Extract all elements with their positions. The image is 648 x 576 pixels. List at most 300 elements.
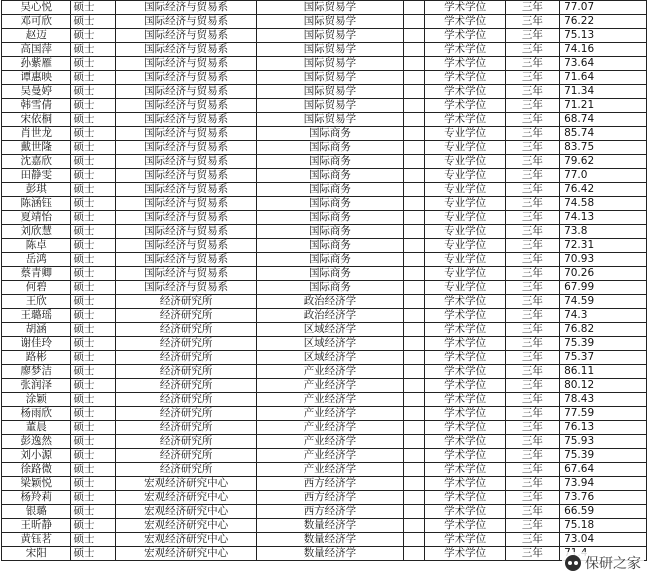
table-row <box>2 505 647 519</box>
table-row <box>2 365 647 379</box>
degree-cell: 硕士 <box>71 267 116 281</box>
student-name: 何碧 <box>2 281 71 295</box>
score-cell: 71.21 <box>560 99 647 113</box>
duration-cell: 三年 <box>505 15 559 29</box>
score-cell: 73.04 <box>560 533 647 547</box>
degree-type-cell: 专业学位 <box>425 211 505 225</box>
score-cell: 83.75 <box>560 141 647 155</box>
score-cell: 66.59 <box>560 505 647 519</box>
degree-type-cell: 学术学位 <box>425 113 505 127</box>
table-row <box>2 449 647 463</box>
degree-cell: 硕士 <box>71 449 116 463</box>
empty-cell <box>403 239 425 253</box>
degree-cell: 硕士 <box>71 85 116 99</box>
duration-cell: 三年 <box>505 169 559 183</box>
duration-cell: 三年 <box>505 197 559 211</box>
degree-cell: 硕士 <box>71 253 116 267</box>
score-cell: 73.8 <box>560 225 647 239</box>
degree-type-cell: 学术学位 <box>425 477 505 491</box>
student-name: 高国萍 <box>2 43 71 57</box>
duration-cell: 三年 <box>505 365 559 379</box>
degree-cell: 硕士 <box>71 295 116 309</box>
duration-cell: 三年 <box>505 491 559 505</box>
duration-cell: 三年 <box>505 85 559 99</box>
degree-cell: 硕士 <box>71 379 116 393</box>
table-row <box>2 295 647 309</box>
duration-cell: 三年 <box>505 519 559 533</box>
department-cell: 经济研究所 <box>116 295 257 309</box>
degree-type-cell: 学术学位 <box>425 435 505 449</box>
duration-cell: 三年 <box>505 141 559 155</box>
degree-cell: 硕士 <box>71 351 116 365</box>
table-row <box>2 239 647 253</box>
table-row <box>2 43 647 57</box>
watermark <box>562 552 644 574</box>
degree-cell: 硕士 <box>71 365 116 379</box>
major-cell: 政治经济学 <box>257 295 404 309</box>
department-cell: 宏观经济研究中心 <box>116 505 257 519</box>
degree-type-cell: 专业学位 <box>425 127 505 141</box>
empty-cell <box>403 85 425 99</box>
major-cell: 国际商务 <box>257 197 404 211</box>
major-cell: 国际贸易学 <box>257 15 404 29</box>
duration-cell: 三年 <box>505 57 559 71</box>
degree-type-cell: 专业学位 <box>425 281 505 295</box>
major-cell: 产业经济学 <box>257 379 404 393</box>
table-body <box>2 1 647 561</box>
student-name: 赵迈 <box>2 29 71 43</box>
empty-cell <box>403 309 425 323</box>
score-cell: 85.74 <box>560 127 647 141</box>
table-row <box>2 155 647 169</box>
table-row <box>2 253 647 267</box>
student-name: 吴心悦 <box>2 1 71 15</box>
empty-cell <box>403 421 425 435</box>
duration-cell: 三年 <box>505 267 559 281</box>
department-cell: 宏观经济研究中心 <box>116 547 257 561</box>
degree-cell: 硕士 <box>71 71 116 85</box>
score-cell: 71.34 <box>560 85 647 99</box>
student-name: 刘欣慧 <box>2 225 71 239</box>
degree-type-cell: 学术学位 <box>425 15 505 29</box>
admission-table <box>1 0 647 561</box>
degree-type-cell: 学术学位 <box>425 309 505 323</box>
degree-cell: 硕士 <box>71 519 116 533</box>
department-cell: 国际经济与贸易系 <box>116 15 257 29</box>
degree-cell: 硕士 <box>71 323 116 337</box>
major-cell: 产业经济学 <box>257 421 404 435</box>
department-cell: 国际经济与贸易系 <box>116 239 257 253</box>
empty-cell <box>403 99 425 113</box>
duration-cell: 三年 <box>505 127 559 141</box>
duration-cell: 三年 <box>505 309 559 323</box>
degree-type-cell: 学术学位 <box>425 57 505 71</box>
score-cell: 74.3 <box>560 309 647 323</box>
department-cell: 经济研究所 <box>116 393 257 407</box>
major-cell: 产业经济学 <box>257 463 404 477</box>
major-cell: 国际贸易学 <box>257 113 404 127</box>
department-cell: 宏观经济研究中心 <box>116 491 257 505</box>
degree-cell: 硕士 <box>71 113 116 127</box>
department-cell: 经济研究所 <box>116 449 257 463</box>
empty-cell <box>403 71 425 85</box>
student-name: 陈涵钰 <box>2 197 71 211</box>
degree-cell: 硕士 <box>71 29 116 43</box>
major-cell: 国际商务 <box>257 141 404 155</box>
empty-cell <box>403 449 425 463</box>
table-row <box>2 71 647 85</box>
department-cell: 经济研究所 <box>116 351 257 365</box>
empty-cell <box>403 211 425 225</box>
table-row <box>2 281 647 295</box>
student-name: 陈卓 <box>2 239 71 253</box>
degree-type-cell: 学术学位 <box>425 85 505 99</box>
score-cell: 77.0 <box>560 169 647 183</box>
major-cell: 国际贸易学 <box>257 99 404 113</box>
department-cell: 国际经济与贸易系 <box>116 127 257 141</box>
degree-cell: 硕士 <box>71 197 116 211</box>
student-name: 彭逸然 <box>2 435 71 449</box>
empty-cell <box>403 169 425 183</box>
student-name: 吴曼婷 <box>2 85 71 99</box>
empty-cell <box>403 1 425 15</box>
empty-cell <box>403 197 425 211</box>
duration-cell: 三年 <box>505 505 559 519</box>
student-name: 谭惠映 <box>2 71 71 85</box>
degree-cell: 硕士 <box>71 393 116 407</box>
degree-type-cell: 学术学位 <box>425 407 505 421</box>
student-name: 路彬 <box>2 351 71 365</box>
empty-cell <box>403 253 425 267</box>
degree-cell: 硕士 <box>71 463 116 477</box>
student-name: 银璐 <box>2 505 71 519</box>
empty-cell <box>403 435 425 449</box>
major-cell: 政治经济学 <box>257 309 404 323</box>
score-cell: 74.59 <box>560 295 647 309</box>
major-cell: 国际贸易学 <box>257 85 404 99</box>
degree-cell: 硕士 <box>71 211 116 225</box>
empty-cell <box>403 295 425 309</box>
score-cell: 76.22 <box>560 15 647 29</box>
score-cell: 75.13 <box>560 29 647 43</box>
department-cell: 国际经济与贸易系 <box>116 197 257 211</box>
duration-cell: 三年 <box>505 407 559 421</box>
score-cell: 78.43 <box>560 393 647 407</box>
table-row <box>2 141 647 155</box>
watermark-text: 保研之家 <box>585 556 641 572</box>
degree-type-cell: 专业学位 <box>425 197 505 211</box>
score-cell: 76.13 <box>560 421 647 435</box>
department-cell: 国际经济与贸易系 <box>116 43 257 57</box>
duration-cell: 三年 <box>505 533 559 547</box>
score-cell: 72.31 <box>560 239 647 253</box>
degree-type-cell: 学术学位 <box>425 421 505 435</box>
major-cell: 产业经济学 <box>257 435 404 449</box>
degree-type-cell: 学术学位 <box>425 533 505 547</box>
major-cell: 产业经济学 <box>257 407 404 421</box>
table-row <box>2 197 647 211</box>
major-cell: 数量经济学 <box>257 533 404 547</box>
major-cell: 国际商务 <box>257 155 404 169</box>
empty-cell <box>403 29 425 43</box>
student-name: 戴世隆 <box>2 141 71 155</box>
department-cell: 宏观经济研究中心 <box>116 519 257 533</box>
duration-cell: 三年 <box>505 29 559 43</box>
table-row <box>2 393 647 407</box>
student-name: 宋依桐 <box>2 113 71 127</box>
table-row <box>2 547 647 561</box>
degree-cell: 硕士 <box>71 547 116 561</box>
table-row <box>2 127 647 141</box>
degree-cell: 硕士 <box>71 15 116 29</box>
empty-cell <box>403 491 425 505</box>
duration-cell: 三年 <box>505 421 559 435</box>
student-name: 张润泽 <box>2 379 71 393</box>
student-name: 沈嘉欣 <box>2 155 71 169</box>
score-cell: 75.37 <box>560 351 647 365</box>
score-cell: 71.64 <box>560 71 647 85</box>
degree-type-cell: 学术学位 <box>425 519 505 533</box>
major-cell: 产业经济学 <box>257 393 404 407</box>
student-name: 廖梦洁 <box>2 365 71 379</box>
empty-cell <box>403 547 425 561</box>
table-row <box>2 29 647 43</box>
major-cell: 国际商务 <box>257 183 404 197</box>
degree-type-cell: 学术学位 <box>425 379 505 393</box>
degree-cell: 硕士 <box>71 435 116 449</box>
major-cell: 国际商务 <box>257 225 404 239</box>
degree-cell: 硕士 <box>71 309 116 323</box>
empty-cell <box>403 337 425 351</box>
empty-cell <box>403 379 425 393</box>
department-cell: 经济研究所 <box>116 323 257 337</box>
degree-cell: 硕士 <box>71 533 116 547</box>
department-cell: 国际经济与贸易系 <box>116 29 257 43</box>
score-cell: 73.76 <box>560 491 647 505</box>
department-cell: 国际经济与贸易系 <box>116 85 257 99</box>
degree-type-cell: 学术学位 <box>425 323 505 337</box>
degree-cell: 硕士 <box>71 43 116 57</box>
degree-type-cell: 学术学位 <box>425 1 505 15</box>
empty-cell <box>403 407 425 421</box>
duration-cell: 三年 <box>505 463 559 477</box>
student-name: 谢佳玲 <box>2 337 71 351</box>
major-cell: 数量经济学 <box>257 547 404 561</box>
student-name: 王欣 <box>2 295 71 309</box>
table-row <box>2 225 647 239</box>
degree-cell: 硕士 <box>71 281 116 295</box>
degree-type-cell: 专业学位 <box>425 141 505 155</box>
empty-cell <box>403 225 425 239</box>
major-cell: 国际商务 <box>257 127 404 141</box>
duration-cell: 三年 <box>505 43 559 57</box>
department-cell: 国际经济与贸易系 <box>116 141 257 155</box>
department-cell: 国际经济与贸易系 <box>116 155 257 169</box>
score-cell: 75.39 <box>560 449 647 463</box>
student-name: 胡涵 <box>2 323 71 337</box>
major-cell: 国际商务 <box>257 253 404 267</box>
department-cell: 国际经济与贸易系 <box>116 211 257 225</box>
empty-cell <box>403 505 425 519</box>
empty-cell <box>403 127 425 141</box>
table-row <box>2 211 647 225</box>
duration-cell: 三年 <box>505 323 559 337</box>
department-cell: 经济研究所 <box>116 379 257 393</box>
student-name: 夏靖怡 <box>2 211 71 225</box>
department-cell: 国际经济与贸易系 <box>116 113 257 127</box>
duration-cell: 三年 <box>505 449 559 463</box>
student-name: 杨雨欣 <box>2 407 71 421</box>
empty-cell <box>403 351 425 365</box>
major-cell: 区域经济学 <box>257 337 404 351</box>
score-cell: 77.59 <box>560 407 647 421</box>
student-name: 王昕静 <box>2 519 71 533</box>
duration-cell: 三年 <box>505 281 559 295</box>
degree-type-cell: 学术学位 <box>425 547 505 561</box>
degree-cell: 硕士 <box>71 225 116 239</box>
duration-cell: 三年 <box>505 337 559 351</box>
wechat-icon <box>565 555 581 571</box>
empty-cell <box>403 183 425 197</box>
duration-cell: 三年 <box>505 239 559 253</box>
degree-type-cell: 学术学位 <box>425 351 505 365</box>
major-cell: 产业经济学 <box>257 365 404 379</box>
table-row <box>2 57 647 71</box>
empty-cell <box>403 43 425 57</box>
major-cell: 国际贸易学 <box>257 1 404 15</box>
empty-cell <box>403 323 425 337</box>
table-row <box>2 421 647 435</box>
degree-type-cell: 学术学位 <box>425 29 505 43</box>
student-name: 涂颖 <box>2 393 71 407</box>
major-cell: 西方经济学 <box>257 477 404 491</box>
student-name: 邓可欣 <box>2 15 71 29</box>
student-name: 董晨 <box>2 421 71 435</box>
score-cell: 73.64 <box>560 57 647 71</box>
table-row <box>2 477 647 491</box>
duration-cell: 三年 <box>505 113 559 127</box>
table-row <box>2 1 647 15</box>
score-cell: 68.74 <box>560 113 647 127</box>
empty-cell <box>403 519 425 533</box>
duration-cell: 三年 <box>505 547 559 561</box>
table-row <box>2 15 647 29</box>
department-cell: 经济研究所 <box>116 309 257 323</box>
major-cell: 国际商务 <box>257 267 404 281</box>
degree-cell: 硕士 <box>71 183 116 197</box>
table-row <box>2 323 647 337</box>
duration-cell: 三年 <box>505 351 559 365</box>
major-cell: 区域经济学 <box>257 323 404 337</box>
duration-cell: 三年 <box>505 211 559 225</box>
duration-cell: 三年 <box>505 295 559 309</box>
degree-type-cell: 学术学位 <box>425 337 505 351</box>
table-row <box>2 379 647 393</box>
table-row <box>2 519 647 533</box>
department-cell: 国际经济与贸易系 <box>116 99 257 113</box>
degree-type-cell: 专业学位 <box>425 253 505 267</box>
duration-cell: 三年 <box>505 71 559 85</box>
degree-type-cell: 专业学位 <box>425 267 505 281</box>
degree-type-cell: 专业学位 <box>425 225 505 239</box>
department-cell: 国际经济与贸易系 <box>116 57 257 71</box>
degree-cell: 硕士 <box>71 421 116 435</box>
table-row <box>2 267 647 281</box>
degree-cell: 硕士 <box>71 127 116 141</box>
major-cell: 产业经济学 <box>257 449 404 463</box>
major-cell: 国际商务 <box>257 169 404 183</box>
table-row <box>2 351 647 365</box>
empty-cell <box>403 281 425 295</box>
major-cell: 数量经济学 <box>257 519 404 533</box>
duration-cell: 三年 <box>505 379 559 393</box>
score-cell: 74.16 <box>560 43 647 57</box>
department-cell: 经济研究所 <box>116 421 257 435</box>
duration-cell: 三年 <box>505 1 559 15</box>
department-cell: 经济研究所 <box>116 435 257 449</box>
table-row <box>2 463 647 477</box>
table-row <box>2 99 647 113</box>
table-row <box>2 337 647 351</box>
table-row <box>2 113 647 127</box>
major-cell: 国际商务 <box>257 281 404 295</box>
duration-cell: 三年 <box>505 183 559 197</box>
degree-type-cell: 学术学位 <box>425 449 505 463</box>
degree-cell: 硕士 <box>71 477 116 491</box>
score-cell: 67.64 <box>560 463 647 477</box>
empty-cell <box>403 365 425 379</box>
empty-cell <box>403 57 425 71</box>
degree-type-cell: 学术学位 <box>425 295 505 309</box>
department-cell: 国际经济与贸易系 <box>116 183 257 197</box>
duration-cell: 三年 <box>505 225 559 239</box>
department-cell: 国际经济与贸易系 <box>116 225 257 239</box>
score-cell: 80.12 <box>560 379 647 393</box>
duration-cell: 三年 <box>505 253 559 267</box>
student-name: 彭琪 <box>2 183 71 197</box>
student-name: 刘小源 <box>2 449 71 463</box>
student-name: 田静雯 <box>2 169 71 183</box>
empty-cell <box>403 113 425 127</box>
department-cell: 经济研究所 <box>116 337 257 351</box>
student-name: 徐路微 <box>2 463 71 477</box>
degree-cell: 硕士 <box>71 57 116 71</box>
department-cell: 国际经济与贸易系 <box>116 281 257 295</box>
empty-cell <box>403 141 425 155</box>
student-name: 宋阳 <box>2 547 71 561</box>
major-cell: 国际贸易学 <box>257 43 404 57</box>
degree-type-cell: 专业学位 <box>425 183 505 197</box>
degree-type-cell: 学术学位 <box>425 491 505 505</box>
empty-cell <box>403 15 425 29</box>
degree-cell: 硕士 <box>71 169 116 183</box>
major-cell: 西方经济学 <box>257 491 404 505</box>
score-cell: 76.42 <box>560 183 647 197</box>
degree-type-cell: 专业学位 <box>425 239 505 253</box>
table-row <box>2 407 647 421</box>
major-cell: 西方经济学 <box>257 505 404 519</box>
empty-cell <box>403 393 425 407</box>
degree-type-cell: 专业学位 <box>425 169 505 183</box>
table-row <box>2 85 647 99</box>
duration-cell: 三年 <box>505 477 559 491</box>
department-cell: 国际经济与贸易系 <box>116 169 257 183</box>
duration-cell: 三年 <box>505 99 559 113</box>
table-row <box>2 533 647 547</box>
table-row <box>2 491 647 505</box>
department-cell: 国际经济与贸易系 <box>116 1 257 15</box>
department-cell: 经济研究所 <box>116 463 257 477</box>
